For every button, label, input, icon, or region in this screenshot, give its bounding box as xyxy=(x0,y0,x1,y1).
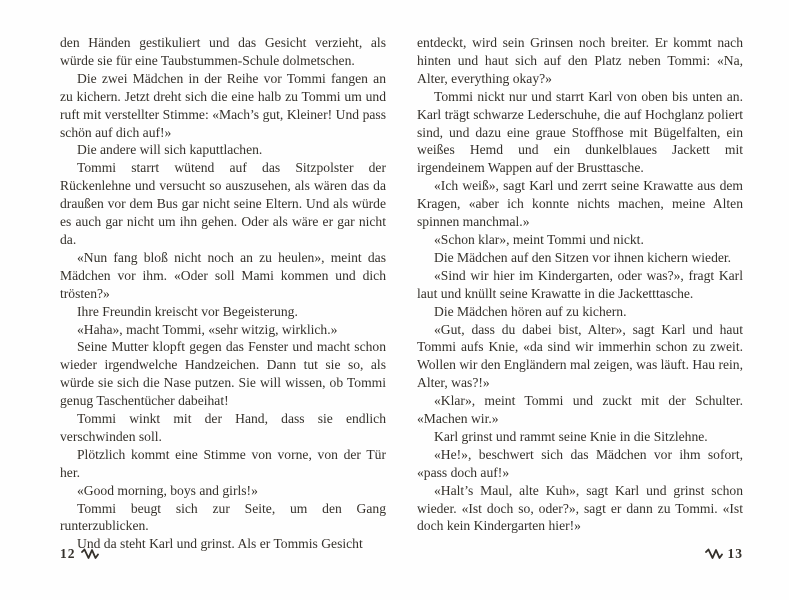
page-right-text xyxy=(417,0,743,535)
paragraph: Die zwei Mädchen in der Reihe vor Tommi fangen an zu kichern. Jetzt dreht sich die eine halb zu Tommi um und ruft mit verstellter Stimme: «Mach’s gut, Kleiner! Und pass schön auf dich auf!» xyxy=(60,70,386,140)
paragraph: «Nun fang bloß nicht noch an zu heulen», meint das Mädchen vor ihm. «Oder soll Mami kommen und dich trösten?» xyxy=(60,249,386,301)
paragraph: «Gut, dass du dabei bist, Alter», sagt Karl und haut Tommi aufs Knie, «da sind wir immerhin schon zu zweit. Wollen wir den Engländern mal zeigen, was läuft. Hau rein, Alter, was?!» xyxy=(417,321,743,391)
page-left-footer xyxy=(60,546,99,562)
paragraph: Plötzlich kommt eine Stimme von vorne, von der Tür her. xyxy=(60,446,386,480)
paragraph: «Sind wir hier im Kindergarten, oder was?», fragt Karl laut und knüllt seine Krawatte in die Jacketttasche. xyxy=(417,267,743,301)
page-right-footer xyxy=(705,546,744,562)
paragraph: Ihre Freundin kreischt vor Begeisterung. xyxy=(77,303,298,319)
paragraph: «Good morning, boys and girls!» xyxy=(77,482,258,498)
paragraph: Die Mädchen hören auf zu kichern. xyxy=(434,303,627,319)
paragraph: Tommi starrt wütend auf das Sitzpolster der Rückenlehne und versucht so auszusehen, als wären das da draußen vor dem Bus gar nicht seine Eltern. Und als würde es auch gar nicht um ihn gehen. Oder als wäre er gar nicht da. xyxy=(60,160,386,247)
page-left xyxy=(60,0,386,600)
paragraph: Tommi beugt sich zur Seite, um den Gang runterzublicken. xyxy=(60,500,386,534)
paragraph: Tommi winkt mit der Hand, dass sie endlich verschwinden soll. xyxy=(60,411,386,444)
page-left-text xyxy=(60,0,386,553)
paragraph: «Klar», meint Tommi und zuckt mit der Schulter. «Machen wir.» xyxy=(417,393,743,427)
paragraph: Karl grinst und rammt seine Knie in die Sitzlehne. xyxy=(434,428,708,444)
paragraph: «Schon klar», meint Tommi und nickt. xyxy=(434,231,644,247)
paragraph: Tommi nickt nur und starrt Karl von oben bis unten an. Karl trägt schwarze Lederschuhe, die auf Hochglanz poliert sind, und dazu eine graue Stoffhose mit Bügelfalten, ein weißes Hemd und ein dunkelblaues Jackett mit irgendeinem Wappen auf der Brusttasche. xyxy=(417,88,743,176)
page-number-left: 12 xyxy=(60,546,76,561)
page-right xyxy=(417,0,743,600)
paragraph: entdeckt, wird sein Grinsen noch breiter. Er kommt nach hinten und haut sich auf den Platz neben Tommi: «Na, Alter, everything okay?» xyxy=(417,35,743,86)
paragraph: «Ich weiß», sagt Karl und zerrt seine Krawatte aus dem Kragen, «aber ich konnte nichts machen, meine Alten spinnen manchmal.» xyxy=(417,178,743,230)
paragraph: Die andere will sich kaputtlachen. xyxy=(77,142,263,158)
paragraph: Seine Mutter klopft gegen das Fenster und macht schon wieder irgendwelche Handzeichen. Dann tut sie so, als würde sie sich die Nase putzen. Sie will wissen, ob Tommi genug Taschentücher dabeihat! xyxy=(60,339,386,409)
zigzag-ornament-icon xyxy=(705,548,723,560)
page-number-right: 13 xyxy=(727,546,743,561)
paragraph: den Händen gestikuliert und das Gesicht verzieht, als würde sie für eine Taubstummen-Schule dolmetschen. xyxy=(60,35,386,68)
zigzag-ornament-icon xyxy=(81,548,99,560)
paragraph: «Haha», macht Tommi, «sehr witzig, wirklich.» xyxy=(77,321,338,337)
paragraph: «Halt’s Maul, alte Kuh», sagt Karl und grinst schon wieder. «Ist doch so, oder?», sagt er dann zu Tommi. «Ist doch kein Kindergarten hier!» xyxy=(417,482,743,534)
paragraph: Die Mädchen auf den Sitzen vor ihnen kichern wieder. xyxy=(434,249,732,265)
paragraph: Und da steht Karl und grinst. Als er Tommis Gesicht xyxy=(77,536,363,552)
paragraph: «He!», beschwert sich das Mädchen vor ihm sofort, «pass doch auf!» xyxy=(417,446,743,480)
